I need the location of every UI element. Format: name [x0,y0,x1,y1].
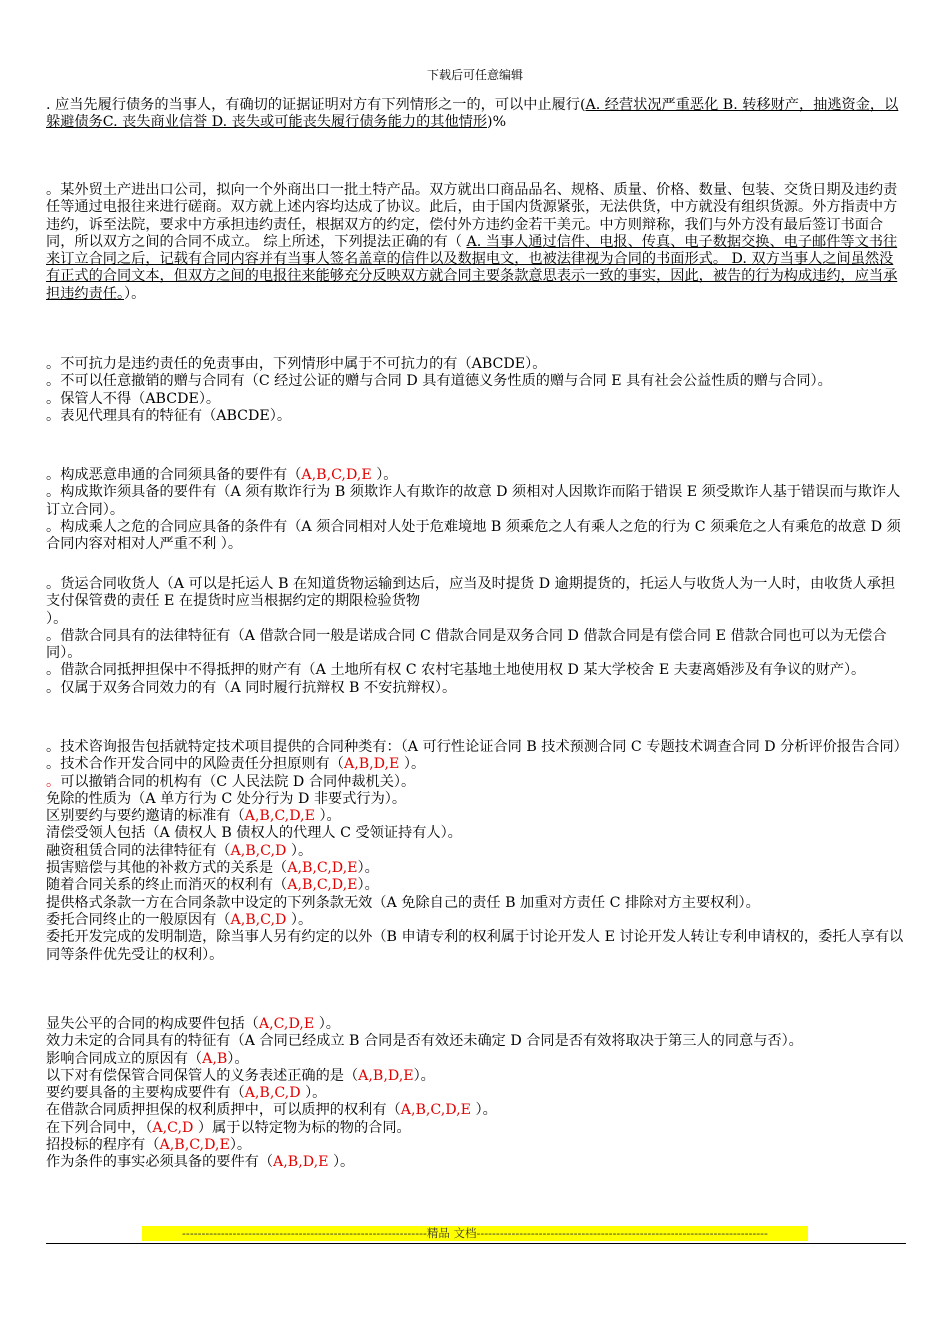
question-group-7 [46,1016,906,1172]
list-item: 委托合同终止的一般原因有（A,B,C,D ）。 [46,911,313,928]
list-item: 。构成恶意串通的合同须具备的要件有（A,B,C,D,E ）。 [46,467,398,483]
answer-key: A,B,C,D,E [159,1137,230,1154]
answer-key: A,B,D,E [358,1067,414,1084]
answer-key: A,B,C,D,E [287,860,358,877]
list-item: 。借款合同抵押担保中不得抵押的财产有（A 土地所有权 C 农村宅基地土地使用权 D 某大学校舍 E 夫妻离婚涉及有争议的财产）。 [46,662,866,679]
list-item: 免除的性质为（A 单方行为 C 处分行为 D 非要式行为）。 [46,790,407,807]
question-group-3 [46,356,906,425]
list-item: 。保管人不得（ABCDE）。 [46,390,221,407]
list-item: 清偿受领人包括（A 债权人 B 债权人的代理人 C 受领证持有人）。 [46,825,462,842]
list-item: 损害赔偿与其他的补救方式的关系是（A,B,C,D,E）。 [46,860,379,877]
list-item: 。表见代理具有的特征有（ABCDE）。 [46,407,292,424]
list-item: 委托开发完成的发明制造，除当事人另有约定的以外（B 申请专利的权利属于讨论开发人 E 讨论开发人转让专利申请权的，委托人享有以同等条件优先受让的权利）。 [46,929,904,963]
list-item: 。仅属于双务合同效力的有（A 同时履行抗辩权 B 不安抗辩权）。 [46,679,457,696]
answer-key: A,B,C,D,E [287,877,358,894]
list-item: 。技术咨询报告包括就特定技术项目提供的合同种类有：（A 可行性论证合同 B 技术预测合同 C 专题技术调查合同 D 分析评价报告合同） [46,739,908,755]
footer-banner: ---------------------------------------------------------------精品 文档--------------------------------------------------------------------------- [142,1226,808,1241]
list-item: 随着合同关系的终止而消灭的权利有（A,B,C,D,E）。 [46,877,379,894]
list-item: 区别要约与要约邀请的标准有（A,B,C,D,E ）。 [46,808,341,825]
list-item: 显失公平的合同的构成要件包括（A,C,D,E ）。 [46,1016,340,1032]
list-item: 。可以撤销合同的机构有（C 人民法院 D 合同仲裁机关）。 [46,773,416,790]
question-group-6 [46,739,906,964]
answer-key: A,B,C,D [230,911,287,928]
list-item: 效力未定的合同具有的特征有（A 合同已经成立 B 合同是否有效还未确定 D 合同是否有效将取决于第三人的同意与否）。 [46,1033,803,1050]
answer-key: A,B [202,1050,228,1067]
list-item: 在借款合同质押担保的权利质押中，可以质押的权利有（A,B,C,D,E ）。 [46,1102,497,1119]
list-item: 。不可抗力是违约责任的免责事由，下列情形中属于不可抗力的有（ABCDE）。 [46,356,547,372]
answer-key: A,B,C,D [244,1085,301,1102]
list-item: 作为条件的事实必须具备的要件有（A,B,D,E ）。 [46,1154,355,1171]
question-group-4 [46,467,906,553]
answer-key: A,B,D,E [343,756,400,773]
list-item: 以下对有偿保管合同保管人的义务表述正确的是（A,B,D,E）。 [46,1067,435,1084]
page-header: 下载后可任意编辑 [426,68,523,82]
footer-divider [46,1243,906,1244]
question-stop-performance: . 应当先履行债务的当事人，有确切的证据证明对方有下列情形之一的，可以中止履行(A. 经营状况严重恶化 B. 转移财产，抽逃资金，以躲避债务C. 丧失商业信誉 D. 丧失或可能丧失履行债务能力的其他情形)% [46,97,899,131]
list-item: 。技术合作开发合同中的风险责任分担原则有（A,B,D,E ）。 [46,756,426,773]
list-item: 招投标的程序有（A,B,C,D,E）。 [46,1137,252,1154]
answer-key: A,B,C,D,E [244,808,315,825]
list-item: 。不可以任意撤销的赠与合同有（C 经过公证的赠与合同 D 具有道德义务性质的赠与合同 E 具有社会公益性质的赠与合同）。 [46,373,832,390]
question-group-5 [46,576,906,697]
list-item: 。构成乘人之危的合同应具备的条件有（A 须合同相对人处于危难境地 B 须乘危之人有乘人之危的行为 C 须乘危之人有乘危的故意 D 须合同内容对相对人严重不利 ）。 [46,518,901,553]
list-item: 。货运合同收货人（A 可以是托运人 B 在知道货物运输到达后，应当及时提货 D 逾期提货的，托运人与收货人为一人时，由收货人承担支付保管费的责任 E 在提货时应当根据约定的期限检验货物 [46,576,896,610]
list-item: 在下列合同中，（A,C,D ）属于以特定物为标的物的合同。 [46,1119,411,1136]
list-item: ）。 [46,610,68,627]
list-item: 融资租赁合同的法律特征有（A,B,C,D ）。 [46,842,313,859]
answer-key: A,B,C,D [230,842,287,859]
list-item: 。借款合同具有的法律特征有（A 借款合同一般是诺成合同 C 借款合同是双务合同 D 借款合同是有偿合同 E 借款合同也可以为无偿合同）。 [46,627,887,662]
list-item: 影响合同成立的原因有（A,B）。 [46,1050,249,1067]
question-case-study: 。某外贸土产进出口公司，拟向一个外商出口一批土特产品。双方就出口商品品名、规格、质量、价格、数量、包装、交货日期及违约责任等通过电报往来进行磋商。双方就上述内容均达成了协议。此后，由于国内货源紧张，无法供货，中方就没有组织货源。外方指责中方违约，诉至法院，要求中方承担违约责任，根据双方的约定，偿付外方违约金若干美元。中方则辩称，我们与外方没有最后签订书面合同，所以双方之间的合同不成立。 综上所述，下列提法正确的有（ A. 当事人通过信件、电报、传真、电子数据交换、电子邮件等文书往来订立合同之后，记载有合同内容并有当事人签名盖章的信件以及数据电文，也被法律视为合同的书面形式。 D. 双方当事人之间虽然没有正式的合同文本，但双方之间的电报往来能够充分反映双方就合同主要条款意思表示一致的事实，因此，被告的行为构成违约，应当承担违约责任。）。 [46,182,898,302]
answer-key: A,B,D,E [273,1154,329,1171]
answer-key: A,B,C,D,E [301,467,372,483]
answer-key: A,C,D,E [258,1016,315,1032]
list-item: 。构成欺诈须具备的要件有（A 须有欺诈行为 B 须欺诈人有欺诈的故意 D 须相对人因欺诈而陷于错误 E 须受欺诈人基于错误而与欺诈人订立合同）。 [46,484,901,518]
answer-key: A,C,D [152,1119,194,1136]
list-item: 提供格式条款一方在合同条款中设定的下列条款无效（A 免除自己的责任 B 加重对方责任 C 排除对方主要权利）。 [46,894,760,911]
answer-key: A,B,C,D,E [400,1102,471,1119]
list-item: 要约要具备的主要构成要件有（A,B,C,D ）。 [46,1085,327,1102]
